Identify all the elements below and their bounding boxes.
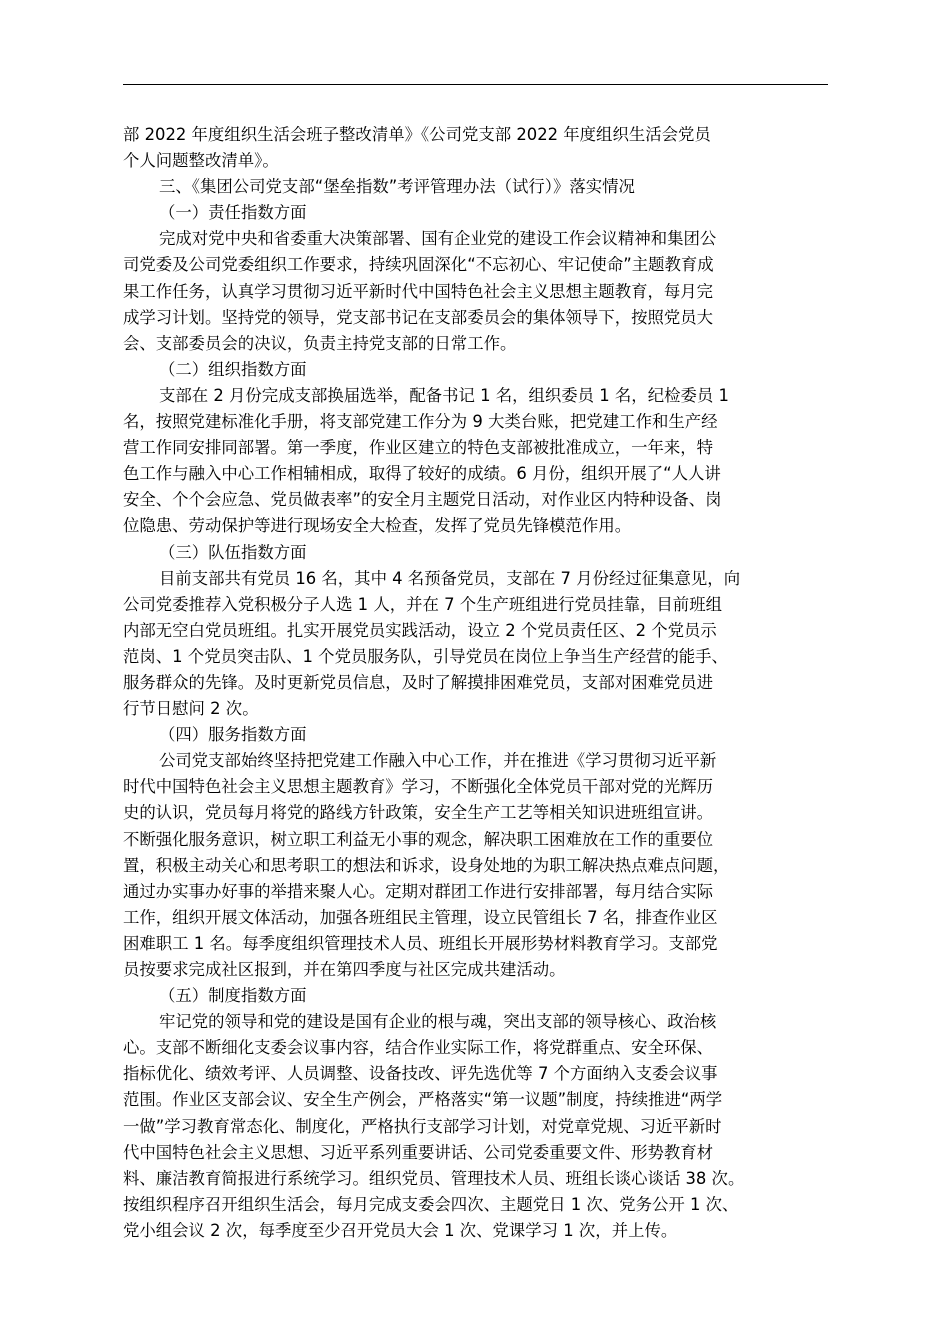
text-line: 成学习计划。坚持党的领导，党支部书记在支部委员会的集体领导下，按照党员大 bbox=[123, 307, 714, 327]
section-heading bbox=[123, 722, 835, 748]
section-heading bbox=[123, 983, 835, 1009]
header-rule bbox=[123, 84, 828, 85]
text-line: 果工作任务，认真学习贯彻习近平新时代中国特色社会主义思想主题教育，每月完 bbox=[123, 281, 714, 301]
text-line: 三、《集团公司党支部“堡垒指数”考评管理办法（试行）》落实情况 bbox=[159, 177, 635, 197]
text-line: 完成对党中央和省委重大决策部署、国有企业党的建设工作会议精神和集团公 bbox=[159, 229, 717, 249]
body-paragraph bbox=[123, 1009, 835, 1244]
body-paragraph bbox=[123, 748, 835, 983]
text-line: 不断强化服务意识，树立职工利益无小事的观念，解决职工困难放在工作的重要位 bbox=[123, 829, 714, 849]
text-line: 支部在 2 月份完成支部换届选举，配备书记 1 名，组织委员 1 名，纪检委员 1 bbox=[159, 385, 729, 405]
text-line: 个人问题整改清单》。 bbox=[123, 151, 279, 171]
text-line: 目前支部共有党员 16 名，其中 4 名预备党员，支部在 7 月份经过征集意见，向 bbox=[159, 568, 741, 588]
body-paragraph bbox=[123, 226, 835, 356]
section-heading bbox=[123, 540, 835, 566]
text-line: 牢记党的领导和党的建设是国有企业的根与魂，突出支部的领导核心、政治核 bbox=[159, 1012, 717, 1032]
text-line: 党小组会议 2 次，每季度至少召开党员大会 1 次、党课学习 1 次，并上传。 bbox=[123, 1220, 678, 1240]
body-paragraph bbox=[123, 566, 835, 723]
text-line: （一）责任指数方面 bbox=[159, 203, 307, 223]
text-line: 心。支部不断细化支委会议事内容，结合作业实际工作，将党群重点、安全环保、 bbox=[123, 1038, 714, 1058]
text-line: 公司党支部始终坚持把党建工作融入中心工作，并在推进《学习贯彻习近平新 bbox=[159, 751, 717, 771]
continuation-paragraph bbox=[123, 122, 835, 174]
text-line: 员按要求完成社区报到，并在第四季度与社区完成共建活动。 bbox=[123, 960, 566, 979]
text-line: 位隐患、劳动保护等进行现场安全大检查，发挥了党员先锋模范作用。 bbox=[123, 516, 632, 536]
text-line: 范围。作业区支部会议、安全生产例会，严格落实“第一议题”制度，持续推进“两学 bbox=[123, 1090, 723, 1110]
text-line: 通过办实事办好事的举措来聚人心。定期对群团工作进行安排部署，每月结合实际 bbox=[123, 881, 714, 901]
text-line: 安全、个个会应急、党员做表率”的安全月主题党日活动，对作业区内特种设备、岗 bbox=[123, 490, 722, 510]
text-line: 困难职工 1 名。每季度组织管理技术人员、班组长开展形势材料教育学习。支部党 bbox=[123, 933, 718, 953]
text-line: 部 2022 年度组织生活会班子整改清单》《公司党支部 2022 年度组织生活会党员 bbox=[123, 125, 711, 144]
text-line: 范岗、1 个党员突击队、1 个党员服务队，引导党员在岗位上争当生产经营的能手、 bbox=[123, 646, 728, 666]
text-line: 营工作同安排同部署。第一季度，作业区建立的特色支部被批准成立，一年来，特 bbox=[123, 438, 714, 458]
document-body bbox=[123, 122, 835, 1244]
text-line: 史的认识，党员每月将党的路线方针政策，安全生产工艺等相关知识进班组宣讲。 bbox=[123, 803, 714, 823]
text-line: 行节日慰问 2 次。 bbox=[123, 699, 259, 719]
text-line: 一做”学习教育常态化、制度化，严格执行支部学习计划，对党章党规、习近平新时 bbox=[123, 1116, 722, 1136]
text-line: 公司党委推荐入党积极分子人选 1 人，并在 7 个生产班组进行党员挂靠，目前班组 bbox=[123, 594, 722, 614]
text-line: 名，按照党建标准化手册，将支部党建工作分为 9 大类台账，把党建工作和生产经 bbox=[123, 412, 718, 432]
text-line: 按组织程序召开组织生活会，每月完成支委会四次、主题党日 1 次、党务公开 1 次、 bbox=[123, 1194, 739, 1214]
text-line: 置，积极主动关心和思考职工的想法和诉求，设身处地的为职工解决热点难点问题， bbox=[123, 855, 730, 875]
text-line: 服务群众的先锋。及时更新党员信息，及时了解摸排困难党员，支部对困难党员进 bbox=[123, 672, 714, 692]
text-line: 代中国特色社会主义思想、习近平系列重要讲话、公司党委重要文件、形势教育材 bbox=[123, 1142, 714, 1162]
text-line: 会、支部委员会的决议，负责主持党支部的日常工作。 bbox=[123, 333, 517, 353]
text-line: （四）服务指数方面 bbox=[159, 725, 307, 745]
section-heading bbox=[123, 357, 835, 383]
text-line: 司党委及公司党委组织工作要求，持续巩固深化“不忘初心、牢记使命”主题教育成 bbox=[123, 255, 714, 275]
text-line: 指标优化、绩效考评、人员调整、设备技改、评先选优等 7 个方面纳入支委会议事 bbox=[123, 1064, 718, 1084]
section-heading bbox=[123, 200, 835, 226]
section-heading bbox=[123, 174, 835, 200]
text-line: 色工作与融入中心工作相辅相成，取得了较好的成绩。6 月份，组织开展了“人人讲 bbox=[123, 464, 721, 484]
text-line: （二）组织指数方面 bbox=[159, 359, 307, 379]
body-paragraph bbox=[123, 383, 835, 540]
text-line: 时代中国特色社会主义思想主题教育》学习，不断强化全体党员干部对党的光辉历 bbox=[123, 777, 714, 797]
text-line: 内部无空白党员班组。扎实开展党员实践活动，设立 2 个党员责任区、2 个党员示 bbox=[123, 620, 717, 640]
text-line: （三）队伍指数方面 bbox=[159, 542, 307, 562]
text-line: 料、廉洁教育简报进行系统学习。组织党员、管理技术人员、班组长谈心谈话 38 次。 bbox=[123, 1168, 745, 1188]
text-line: （五）制度指数方面 bbox=[159, 986, 307, 1006]
text-line: 工作，组织开展文体活动，加强各班组民主管理，设立民管组长 7 名，排查作业区 bbox=[123, 907, 718, 927]
